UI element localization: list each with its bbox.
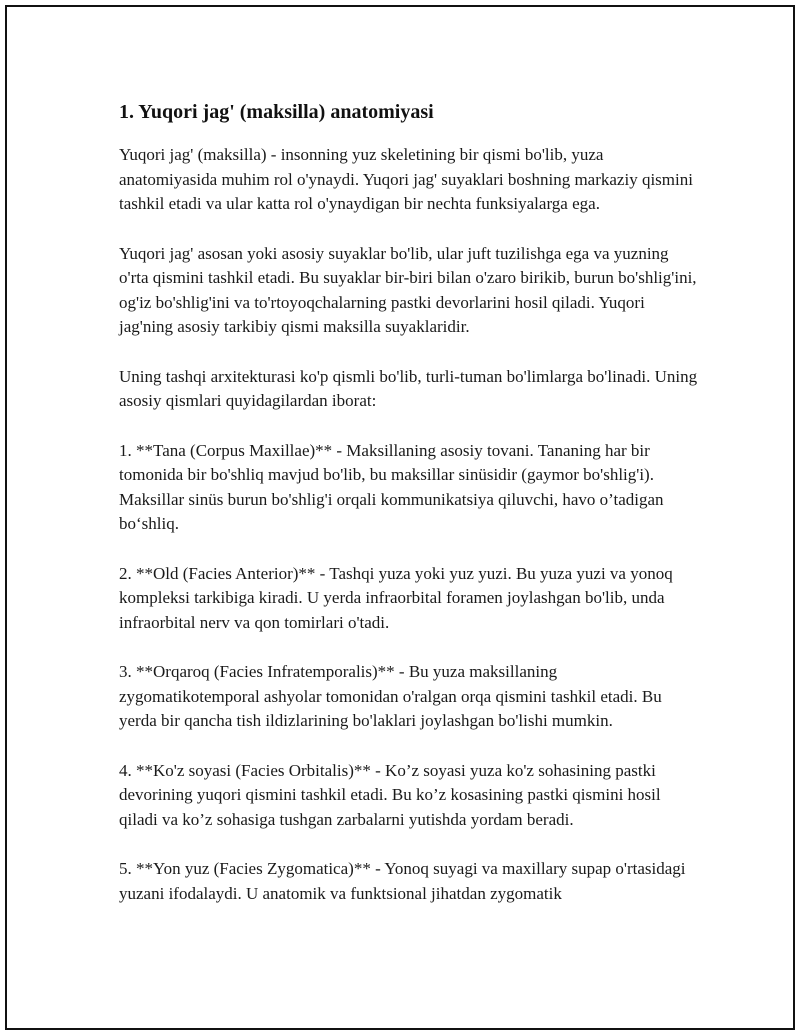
list-item-zygomatic: 5. **Yon yuz (Facies Zygomatica)** - Yonoq suyagi va maxillary supap o'rtasidagi yuzani ifodalaydi. U anatomik va funktsional jihatdan zygomatik	[119, 859, 686, 903]
list-item-orbital: 4. **Ko'z soyasi (Facies Orbitalis)** - Ko’z soyasi yuza ko'z sohasining pastki devorining yuqori qismini tashkil etadi. Bu ko’z kosasining pastki qismini hosil qiladi va ko’z sohasiga tushgan zarbalarni yutishda yordam beradi.	[119, 760, 661, 829]
document-heading: 1. Yuqori jag' (maksilla) anatomiyasi	[119, 101, 434, 123]
list-item-corpus: 1. **Tana (Corpus Maxillae)** - Maksillaning asosiy tovani. Tananing har bir tomonida bir bo'shliq mavjud bo'lib, bu maksillar sinüsidir (gaymor bo'shlig'i). Maksillar sinüs burun bo'shlig'i orqali kommunikatsiya qiluvchi, havo o’tadigan bo‘shliq.	[119, 440, 664, 533]
document-body	[119, 91, 699, 931]
list-item-anterior: 2. **Old (Facies Anterior)** - Tashqi yuza yoki yuz yuzi. Bu yuza yuzi va yonoq kompleksi tarkibiga kiradi. U yerda infraorbital foramen joylashgan bo'lib, unda infraorbital nerv va qon tomirlari o'tadi.	[119, 563, 673, 632]
intro-paragraph: Yuqori jag' (maksilla) - insonning yuz skeletining bir qismi bo'lib, yuza anatomiyasida muhim rol o'ynaydi. Yuqori jag' suyaklari boshning markaziy qismini tashkil etadi va ular katta rol o'ynaydigan bir nechta funksiyalarga ega.	[119, 145, 693, 213]
list-item-infratemporal: 3. **Orqaroq (Facies Infratemporalis)** - Bu yuza maksillaning zygomatikotemporal ashyolar tomonidan o'ralgan orqa qismini tashkil etadi. Bu yerda bir qancha tish ildizlarining bo'laklari joylashgan bo'lishi mumkin.	[119, 662, 662, 730]
structure-paragraph: Yuqori jag' asosan yoki asosiy suyaklar bo'lib, ular juft tuzilishga ega va yuzning o'rta qismini tashkil etadi. Bu suyaklar bir-biri bilan o'zaro birikib, burun bo'shlig'ini, og'iz bo'shlig'ini va to'rtoyoqchalarning pastki devorlarini hosil qiladi. Yuqori jag'ning asosiy tarkibiy qismi maksilla suyaklaridir.	[119, 243, 697, 336]
architecture-paragraph: Uning tashqi arxitekturasi ko'p qismli bo'lib, turli-tuman bo'limlarga bo'linadi. Uning asosiy qismlari quyidagilardan iborat:	[119, 366, 698, 410]
page-frame	[5, 5, 795, 1030]
